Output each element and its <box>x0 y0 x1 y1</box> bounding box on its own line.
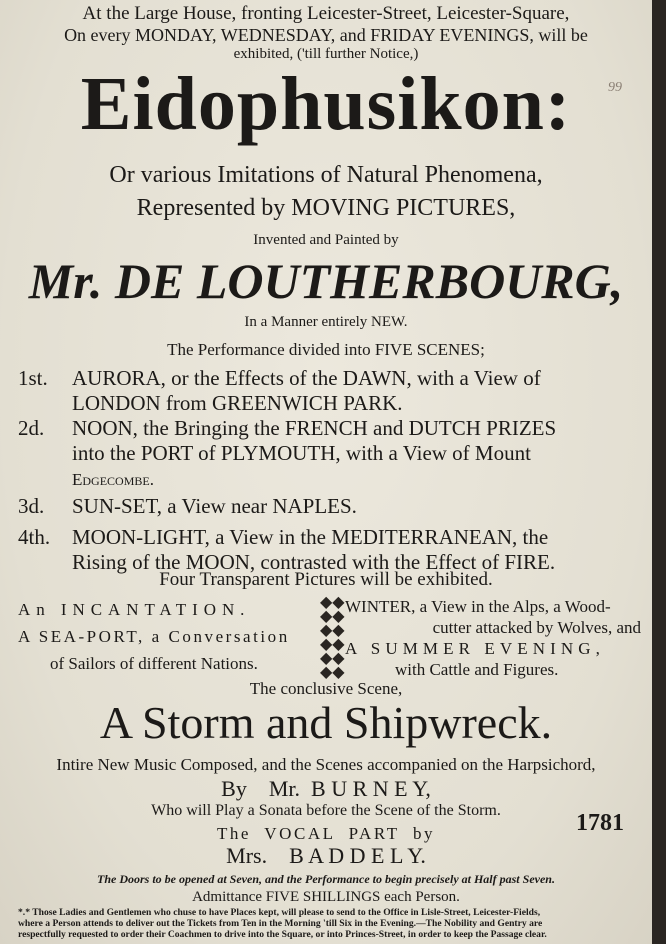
conclusive-line: The conclusive Scene, <box>249 679 403 698</box>
transparent-line: Four Transparent Pictures will be exhibited. <box>159 569 493 590</box>
transparencies-left <box>18 596 318 677</box>
invented-line: Invented and Painted by <box>253 232 399 248</box>
baddely-line: Mrs. B A D D E L Y. <box>226 843 426 868</box>
footnote-line: *.* Those Ladies and Gentlemen who chuse to have Places kept, will please to send to the Office in Lisle-Street, Leicester-Fields, <box>18 907 541 918</box>
finale-title: A Storm and Shipwreck. <box>99 697 553 748</box>
music-line: Intire New Music Composed, and the Scenes accompanied on the Harpsichord, <box>56 755 596 774</box>
subtitle-2: Represented by MOVING PICTURES, <box>136 195 516 221</box>
scene-2 <box>18 416 556 492</box>
ornament-divider: ◆◆ ◆◆ ◆◆ ◆◆ ◆◆ ◆◆ <box>320 594 345 681</box>
scene-3 <box>18 494 556 519</box>
scene-number: 4th. <box>18 525 51 549</box>
scene-text: MOON-LIGHT, a View in the MEDITERRANEAN, the <box>72 525 549 549</box>
transparencies-right <box>345 596 645 680</box>
admittance-line: Admittance FIVE SHILLINGS each Person. <box>192 889 460 905</box>
vocal-line: The VOCAL PART by <box>216 824 436 843</box>
footnote-line: respectfully requested to order their Coachmen to drive into the Square, or into Princes-Street, in order to keep the Passage clear. <box>18 929 547 940</box>
division-line: The Performance divided into FIVE SCENES; <box>167 340 485 359</box>
scene-4 <box>18 525 556 575</box>
title: Eidophusikon: <box>80 62 572 146</box>
transparency-item: cutter attacked by Wolves, and <box>432 618 641 637</box>
scene-text: AURORA, or the Effects of the DAWN, with a View of <box>72 366 541 390</box>
transparency-item: A SUMMER EVENING, <box>345 639 606 658</box>
footnote <box>18 907 642 940</box>
subtitle-1: Or various Imitations of Natural Phenomena, <box>109 162 543 188</box>
transparency-item: with Cattle and Figures. <box>395 660 559 679</box>
header-line-3: exhibited, ('till further Notice,) <box>233 46 419 62</box>
sonata-line: Who will Play a Sonata before the Scene of the Storm. <box>151 802 501 819</box>
header-line-2: On every MONDAY, WEDNESDAY, and FRIDAY EVENINGS, will be <box>64 25 588 45</box>
doors-line: The Doors to be opened at Seven, and the Performance to begin precisely at Half past Seven. <box>97 872 555 886</box>
scene-text: Edgecombe. <box>72 470 154 489</box>
transparency-item: An INCANTATION. <box>18 600 251 619</box>
footnote-line: where a Person attends to deliver out the Tickets from Ten in the Morning 'till Six in the Evening.—The Nobility and Gentry are <box>18 918 543 929</box>
transparency-item: WINTER, a View in the Alps, a Wood- <box>345 597 611 616</box>
transparency-item: of Sailors of different Nations. <box>50 654 258 673</box>
artist-name: Mr. DE LOUTHERBOURG, <box>28 253 624 309</box>
scene-number: 3d. <box>18 494 45 518</box>
header-line-1: At the Large House, fronting Leicester-Street, Leicester-Square, <box>82 3 570 24</box>
manner-line: In a Manner entirely NEW. <box>244 314 408 330</box>
scene-text: into the PORT of PLYMOUTH, with a View of Mount <box>72 441 531 465</box>
year-label: 1781 <box>576 810 624 836</box>
transparency-item: A SEA-PORT, a Conversation <box>18 627 290 646</box>
scene-text: LONDON from GREENWICH PARK. <box>72 391 403 415</box>
scene-number: 1st. <box>18 366 48 390</box>
scene-1 <box>18 366 556 416</box>
scene-number: 2d. <box>18 416 45 440</box>
scene-text: Rising of the MOON, contrasted with the Effect of FIRE. <box>72 550 556 574</box>
scene-text: NOON, the Bringing the FRENCH and DUTCH PRIZES <box>72 416 557 440</box>
scene-text: SUN-SET, a View near NAPLES. <box>72 494 357 518</box>
scene-list <box>18 366 556 575</box>
handwritten-number: 99 <box>608 80 622 95</box>
burney-line: By Mr. B U R N E Y, <box>221 776 431 801</box>
